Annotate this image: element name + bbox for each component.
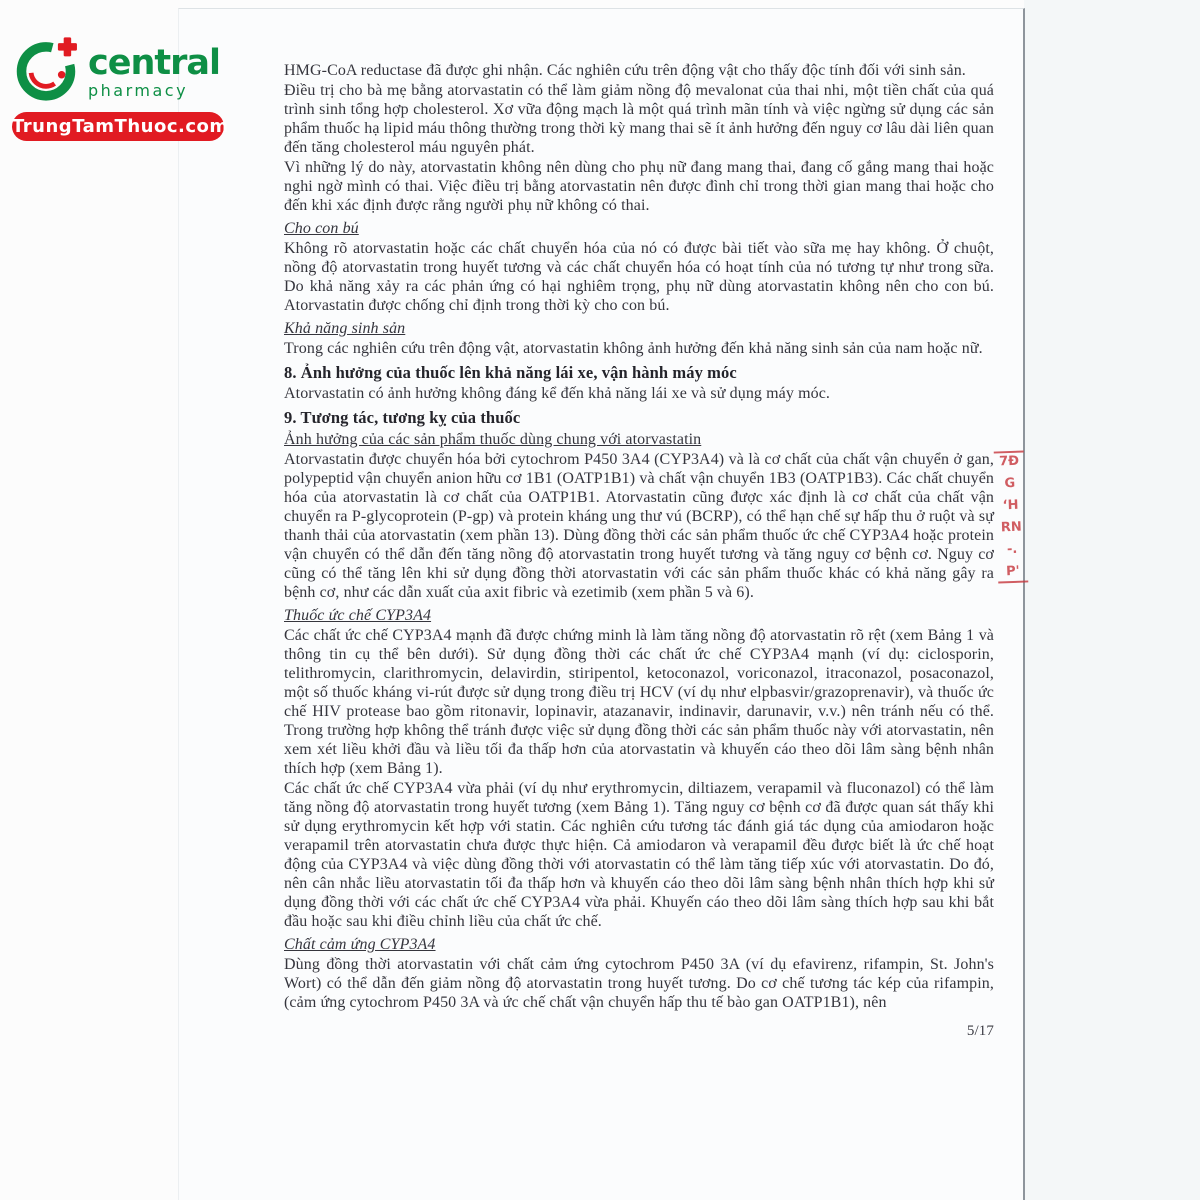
stamp-line: RN — [1000, 519, 1023, 536]
paragraph: Vì những lý do này, atorvastatin không nên dùng cho phụ nữ đang mang thai, đang cố gắng mang thai hoặc nghi ngờ mình có thai. Việc điều trị bằng atorvastatin nên được đình chỉ trong thời gian mang thai hoặc cho đến khi xác định được rằng người phụ nữ không có thai. — [284, 159, 994, 214]
stamp-line: ʻH — [1002, 497, 1019, 514]
page-text-column — [179, 9, 1023, 1041]
paragraph: HMG-CoA reductase đã được ghi nhận. Các nghiên cứu trên động vật cho thấy độc tính đối với sinh sản. — [284, 62, 966, 79]
subheading-drug-effects: Ảnh hưởng của các sản phẩm thuốc dùng chung với atorvastatin — [284, 431, 702, 448]
section-heading-9: 9. Tương tác, tương kỵ của thuốc — [284, 408, 521, 427]
paragraph: Điều trị cho bà mẹ bằng atorvastatin có thể làm giảm nồng độ mevalonat của thai nhi, một tiền chất của quá trình sinh tổng hợp cholesterol. Xơ vữa động mạch là một quá trình mãn tính và việc ngừng sử dụng các sản phẩm thuốc hạ lipid máu thông thường trong thời kỳ mang thai sẽ ít ảnh hưởng đến nguy cơ lâu dài liên quan đến tăng cholesterol máu nguyên phát. — [284, 82, 994, 156]
central-pharmacy-logo — [12, 36, 232, 141]
scan-right-margin — [1024, 0, 1200, 1200]
document-page — [178, 8, 1025, 1200]
subheading-breastfeeding: Cho con bú — [284, 220, 359, 237]
subheading-fertility: Khả năng sinh sản — [284, 320, 406, 337]
stamp-line: G — [1004, 475, 1016, 492]
stamp-line: P' — [998, 564, 1029, 583]
page-number: 5/17 — [966, 1023, 994, 1039]
subheading-cyp3a4-inducers: Chất cảm ứng CYP3A4 — [284, 936, 436, 953]
paragraph: Trong các nghiên cứu trên động vật, atorvastatin không ảnh hưởng đến khả năng sinh sản của nam hoặc nữ. — [284, 340, 983, 357]
red-stamp-fragment — [994, 451, 1029, 584]
logo-sub-text: pharmacy — [88, 81, 189, 100]
paragraph: Các chất ức chế CYP3A4 mạnh đã được chứng minh là làm tăng nồng độ atorvastatin rõ rệt (xem Bảng 1 và thông tin cụ thể bên dưới). Sử dụng đồng thời các chất ức chế CYP3A4 mạnh (ví dụ: ciclosporin, telithromycin, clarithromycin, delavirdin, stiripentol, ketoconazol, voriconazol, itraconazol, posaconazol, một số thuốc kháng vi-rút được sử dụng trong điều trị HCV (ví dụ như elpbasvir/grazoprenavir), và thuốc ức chế HIV protease bao gồm ritonavir, lopinavir, atazanavir, indinavir, darunavir, v.v.) nên tránh nếu có thể. Trong trường hợp không thể tránh được việc sử dụng đồng thời các sản phẩm thuốc này với atorvastatin, nên xem xét liều khởi đầu và liều tối đa thấp hơn của atorvastatin và khuyến cáo theo dõi lâm sàng bệnh nhân thích hợp (xem Bảng 1). — [284, 627, 994, 777]
paragraph: Atorvastatin có ảnh hưởng không đáng kể đến khả năng lái xe và sử dụng máy móc. — [284, 385, 831, 402]
paragraph: Atorvastatin được chuyển hóa bởi cytochrom P450 3A4 (CYP3A4) và là cơ chất của chất vận chuyển ở gan, polypeptid vận chuyển anion hữu cơ 1B1 (OATP1B1) và chất vận chuyển 1B3 (OATP1B3). Các chất chuyển hóa của atorvastatin là cơ chất của OATP1B1. Atorvastatin cũng được xác định là cơ chất của chất vận chuyển ra P-glycoprotein (P-gp) và protein kháng ung thư vú (BCRP), có thể hạn chế sự hấp thu ở ruột và sự thanh thải của atorvastatin (xem phần 13). Dùng đồng thời các sản phẩm thuốc ức chế CYP3A4 hoặc protein vận chuyển có thể dẫn đến tăng nồng độ atorvastatin trong huyết tương và tăng nguy cơ bệnh cơ. Nguy cơ cũng có thể tăng lên khi sử dụng đồng thời atorvastatin với các sản phẩm thuốc khác có khả năng gây ra bệnh cơ, như các dẫn xuất của axit fibric và ezetimib (xem phần 5 và 6). — [284, 451, 994, 601]
stamp-line: -. — [1006, 541, 1018, 558]
stamp-line: 7Đ — [994, 451, 1025, 470]
logo-brand-text: central — [88, 43, 221, 83]
logo-c-icon — [12, 36, 80, 104]
paragraph: Các chất ức chế CYP3A4 vừa phải (ví dụ như erythromycin, diltiazem, verapamil và fluconazol) có thể làm tăng nồng độ atorvastatin trong huyết tương (xem Bảng 1). Tăng nguy cơ bệnh cơ đã được quan sát thấy khi sử dụng erythromycin kết hợp với statin. Các nghiên cứu tương tác đánh giá tác dụng của amiodaron hoặc verapamil trên atorvastatin chưa được thực hiện. Cả amiodaron và verapamil đều được biết là ức chế hoạt động của CYP3A4 và việc dùng đồng thời với atorvastatin có thể làm tăng tiếp xúc với atorvastatin. Do đó, nên cân nhắc liều atorvastatin tối đa thấp hơn và khuyến cáo theo dõi lâm sàng bệnh nhân thích hợp khi sử dụng đồng thời với các chất ức chế CYP3A4 vừa phải. Khuyến cáo theo dõi lâm sàng thích hợp sau khi bắt đầu hoặc sau khi điều chỉnh liều của chất ức chế. — [284, 780, 994, 930]
paragraph: Không rõ atorvastatin hoặc các chất chuyển hóa của nó có được bài tiết vào sữa mẹ hay không. Ở chuột, nồng độ atorvastatin trong huyết tương và các chất chuyển hóa có hoạt tính của nó tương tự như trong sữa. Do khả năng xảy ra các phản ứng có hại nghiêm trọng, phụ nữ dùng atorvastatin không nên cho con bú. Atorvastatin được chống chỉ định trong thời kỳ cho con bú. — [284, 240, 994, 314]
paragraph: Dùng đồng thời atorvastatin với chất cảm ứng cytochrom P450 3A (ví dụ efavirenz, rifampin, St. John's Wort) có thể dẫn đến giảm nồng độ atorvastatin trong huyết tương. Do cơ chế tương tác kép của rifampin, (cảm ứng cytochrom P450 3A và ức chế chất vận chuyển hấp thu tế bào gan OATP1B1), nên — [284, 956, 994, 1011]
logo-badge: TrungTamThuoc.com — [12, 112, 224, 141]
section-heading-8: 8. Ảnh hưởng của thuốc lên khả năng lái xe, vận hành máy móc — [284, 363, 737, 382]
subheading-cyp3a4-inhibitors: Thuốc ức chế CYP3A4 — [284, 607, 432, 624]
